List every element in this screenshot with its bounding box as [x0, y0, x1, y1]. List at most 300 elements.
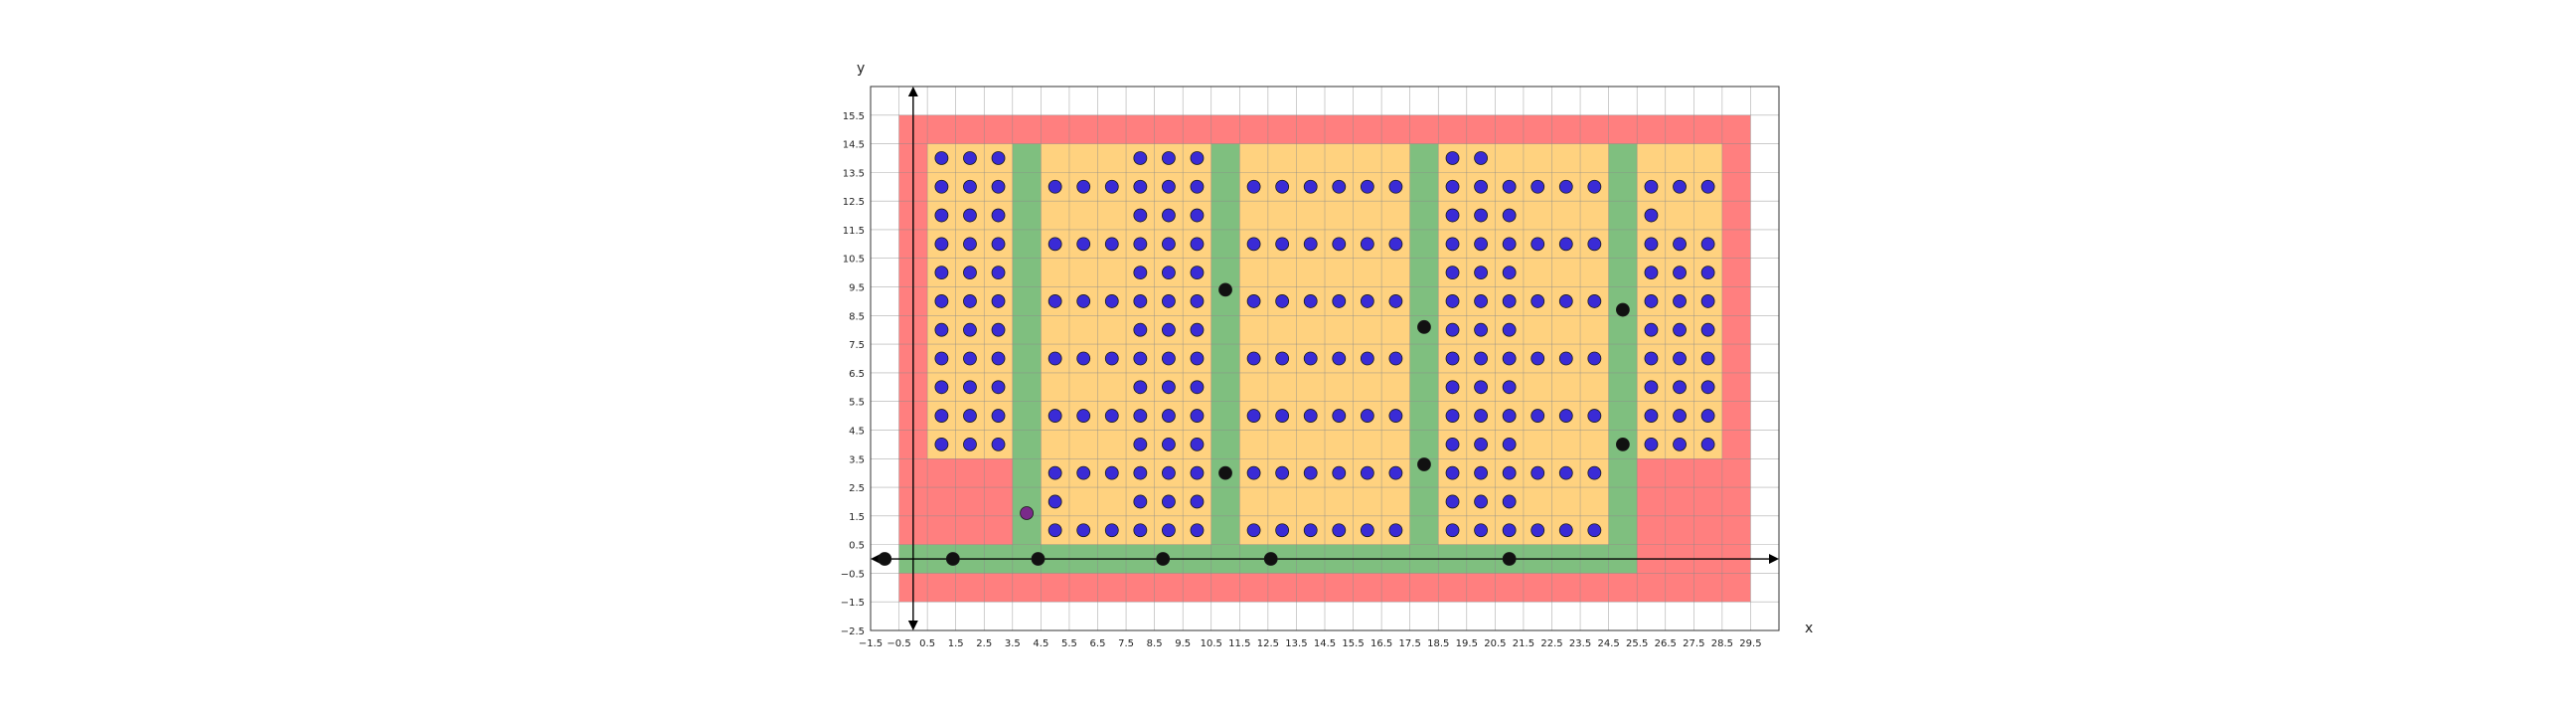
blue-point-marker — [1077, 238, 1090, 251]
blue-point-marker — [992, 294, 1005, 307]
blue-point-marker — [1191, 238, 1204, 251]
x-tick-label: 14.5 — [1313, 638, 1337, 649]
blue-point-marker — [1077, 410, 1090, 423]
blue-point-marker — [1361, 466, 1373, 479]
blue-point-marker — [1559, 238, 1572, 251]
blue-point-marker — [1475, 466, 1488, 479]
blue-point-marker — [1446, 294, 1459, 307]
y-tick-label: 6.5 — [849, 368, 865, 380]
blue-point-marker — [1588, 180, 1601, 193]
blue-point-marker — [1389, 352, 1402, 365]
blue-point-marker — [1701, 180, 1714, 193]
x-tick-label: 21.5 — [1512, 638, 1535, 649]
blue-point-marker — [1389, 466, 1402, 479]
x-tick-label: 20.5 — [1484, 638, 1507, 649]
x-tick-label: 10.5 — [1200, 638, 1222, 649]
blue-point-marker — [935, 438, 948, 450]
blue-point-marker — [1134, 180, 1147, 193]
y-tick-label: 13.5 — [842, 168, 865, 180]
blue-point-marker — [1503, 410, 1516, 423]
black-point-marker — [946, 553, 959, 566]
purple-point-marker — [1021, 506, 1034, 519]
blue-point-marker — [1446, 466, 1459, 479]
blue-point-marker — [1333, 466, 1346, 479]
blue-point-marker — [1077, 294, 1090, 307]
blue-point-marker — [1503, 352, 1516, 365]
blue-point-marker — [1531, 466, 1544, 479]
blue-point-marker — [992, 381, 1005, 394]
x-tick-label: 24.5 — [1597, 638, 1620, 649]
y-tick-label: 4.5 — [849, 426, 865, 438]
black-point-marker — [1157, 553, 1170, 566]
blue-point-marker — [1191, 466, 1204, 479]
blue-point-marker — [963, 180, 976, 193]
blue-point-marker — [1247, 180, 1260, 193]
blue-point-marker — [1247, 466, 1260, 479]
blue-point-marker — [935, 209, 948, 222]
blue-point-marker — [1559, 466, 1572, 479]
blue-point-marker — [963, 352, 976, 365]
blue-point-marker — [1247, 524, 1260, 537]
blue-point-marker — [1247, 238, 1260, 251]
y-tick-labels — [841, 111, 865, 637]
blue-point-marker — [935, 352, 948, 365]
blue-point-marker — [1247, 294, 1260, 307]
y-tick-label: 14.5 — [842, 139, 865, 151]
blue-point-marker — [1333, 352, 1346, 365]
blue-point-marker — [1134, 466, 1147, 479]
blue-point-marker — [1162, 238, 1175, 251]
blue-point-marker — [1645, 267, 1658, 279]
blue-point-marker — [1475, 524, 1488, 537]
blue-point-marker — [1503, 466, 1516, 479]
blue-point-marker — [1674, 323, 1687, 336]
blue-point-marker — [1247, 352, 1260, 365]
blue-point-marker — [1389, 410, 1402, 423]
blue-point-marker — [1191, 524, 1204, 537]
blue-point-marker — [992, 267, 1005, 279]
blue-point-marker — [1588, 524, 1601, 537]
blue-point-marker — [1333, 524, 1346, 537]
blue-point-marker — [1304, 238, 1317, 251]
blue-point-marker — [1105, 294, 1118, 307]
blue-point-marker — [1134, 294, 1147, 307]
blue-point-marker — [1162, 381, 1175, 394]
y-tick-label: 15.5 — [842, 110, 865, 122]
blue-point-marker — [1446, 438, 1459, 450]
blue-point-marker — [1503, 238, 1516, 251]
blue-point-marker — [1276, 180, 1289, 193]
x-tick-label: 18.5 — [1427, 638, 1450, 649]
x-tick-label: 26.5 — [1654, 638, 1677, 649]
blue-point-marker — [1361, 352, 1373, 365]
blue-point-marker — [1446, 209, 1459, 222]
x-tick-label: 25.5 — [1626, 638, 1649, 649]
blue-point-marker — [1475, 209, 1488, 222]
blue-point-marker — [1162, 151, 1175, 164]
blue-point-marker — [1475, 410, 1488, 423]
blue-point-marker — [1048, 180, 1061, 193]
blue-point-marker — [1559, 180, 1572, 193]
blue-point-marker — [1304, 466, 1317, 479]
y-tick-label: −1.5 — [840, 598, 865, 610]
x-tick-label: 13.5 — [1285, 638, 1308, 649]
blue-point-marker — [1559, 352, 1572, 365]
blue-point-marker — [1191, 180, 1204, 193]
blue-point-marker — [1105, 180, 1118, 193]
blue-point-marker — [1333, 238, 1346, 251]
blue-point-marker — [1475, 294, 1488, 307]
blue-point-marker — [1674, 180, 1687, 193]
blue-point-marker — [1276, 294, 1289, 307]
black-point-marker — [1503, 553, 1516, 566]
blue-point-marker — [992, 209, 1005, 222]
blue-point-marker — [963, 151, 976, 164]
blue-point-marker — [1645, 438, 1658, 450]
blue-point-marker — [1162, 323, 1175, 336]
x-tick-label: 0.5 — [919, 638, 936, 649]
blue-point-marker — [1674, 238, 1687, 251]
blue-point-marker — [1645, 180, 1658, 193]
x-tick-label: 29.5 — [1739, 638, 1762, 649]
x-tick-label: 6.5 — [1089, 638, 1106, 649]
black-point-marker — [1616, 303, 1629, 316]
blue-point-marker — [1162, 352, 1175, 365]
y-tick-label: 2.5 — [849, 483, 865, 495]
blue-point-marker — [1191, 151, 1204, 164]
blue-point-marker — [1134, 381, 1147, 394]
blue-point-marker — [963, 294, 976, 307]
blue-point-marker — [1559, 524, 1572, 537]
blue-point-marker — [1674, 294, 1687, 307]
y-tick-label: −0.5 — [840, 569, 865, 581]
blue-point-marker — [1446, 151, 1459, 164]
blue-point-marker — [1333, 410, 1346, 423]
blue-point-marker — [1162, 267, 1175, 279]
blue-point-marker — [1645, 238, 1658, 251]
blue-point-marker — [1588, 238, 1601, 251]
y-tick-label: 9.5 — [849, 282, 865, 294]
black-point-marker — [1417, 458, 1430, 471]
x-axis-label: x — [1805, 621, 1814, 636]
blue-point-marker — [1701, 238, 1714, 251]
black-point-marker — [1616, 438, 1629, 450]
blue-point-marker — [935, 238, 948, 251]
x-tick-label: 4.5 — [1033, 638, 1049, 649]
blue-point-marker — [1446, 352, 1459, 365]
blue-point-marker — [1134, 209, 1147, 222]
blue-point-marker — [1503, 524, 1516, 537]
blue-point-marker — [1701, 323, 1714, 336]
blue-point-marker — [1645, 410, 1658, 423]
blue-point-marker — [1475, 438, 1488, 450]
blue-point-marker — [1162, 438, 1175, 450]
blue-point-marker — [1645, 381, 1658, 394]
y-tick-label: 5.5 — [849, 397, 865, 409]
y-axis-arrow-up — [908, 87, 918, 96]
x-tick-label: −0.5 — [886, 638, 911, 649]
blue-point-marker — [1304, 352, 1317, 365]
blue-point-marker — [935, 323, 948, 336]
blue-point-marker — [1389, 180, 1402, 193]
blue-point-marker — [1162, 410, 1175, 423]
blue-point-marker — [1276, 524, 1289, 537]
x-tick-label: 23.5 — [1568, 638, 1592, 649]
blue-point-marker — [1588, 466, 1601, 479]
blue-point-marker — [1475, 180, 1488, 193]
blue-point-marker — [1559, 410, 1572, 423]
blue-point-marker — [963, 209, 976, 222]
blue-point-marker — [963, 381, 976, 394]
blue-point-marker — [1048, 466, 1061, 479]
blue-point-marker — [935, 180, 948, 193]
y-tick-label: 12.5 — [842, 197, 865, 209]
blue-point-marker — [1048, 524, 1061, 537]
blue-point-marker — [1134, 238, 1147, 251]
blue-point-marker — [1503, 180, 1516, 193]
blue-point-marker — [1134, 352, 1147, 365]
blue-point-marker — [992, 438, 1005, 450]
blue-point-marker — [1446, 381, 1459, 394]
blue-point-marker — [1674, 352, 1687, 365]
black-point-marker — [1219, 466, 1232, 479]
blue-point-marker — [1162, 495, 1175, 508]
blue-point-marker — [1077, 524, 1090, 537]
blue-point-marker — [1134, 524, 1147, 537]
black-point-marker — [1219, 283, 1232, 296]
blue-point-marker — [1134, 438, 1147, 450]
blue-point-marker — [1446, 238, 1459, 251]
blue-point-marker — [1191, 209, 1204, 222]
x-tick-label: 19.5 — [1455, 638, 1478, 649]
blue-point-marker — [1531, 352, 1544, 365]
blue-point-marker — [1701, 381, 1714, 394]
blue-point-marker — [1475, 323, 1488, 336]
blue-point-marker — [935, 294, 948, 307]
blue-point-marker — [1674, 438, 1687, 450]
blue-point-marker — [1701, 267, 1714, 279]
blue-point-marker — [1191, 352, 1204, 365]
black-point-marker — [1032, 553, 1045, 566]
blue-point-marker — [963, 323, 976, 336]
blue-point-marker — [992, 352, 1005, 365]
y-tick-label: 1.5 — [849, 511, 865, 523]
blue-point-marker — [992, 410, 1005, 423]
blue-point-marker — [1304, 524, 1317, 537]
blue-point-marker — [1503, 209, 1516, 222]
x-tick-label: 17.5 — [1398, 638, 1421, 649]
blue-point-marker — [1134, 267, 1147, 279]
blue-point-marker — [1304, 294, 1317, 307]
black-point-marker — [1264, 553, 1277, 566]
blue-point-marker — [1701, 352, 1714, 365]
blue-point-marker — [1162, 294, 1175, 307]
blue-point-marker — [1276, 352, 1289, 365]
blue-point-marker — [1446, 410, 1459, 423]
x-tick-label: 11.5 — [1228, 638, 1251, 649]
blue-point-marker — [1503, 381, 1516, 394]
x-axis-arrow-right — [1769, 554, 1779, 564]
blue-point-marker — [1361, 180, 1373, 193]
blue-point-marker — [1674, 381, 1687, 394]
blue-point-marker — [1701, 294, 1714, 307]
x-tick-label: 3.5 — [1004, 638, 1021, 649]
blue-point-marker — [1531, 524, 1544, 537]
blue-point-marker — [1105, 524, 1118, 537]
blue-point-marker — [1134, 151, 1147, 164]
blue-point-marker — [1588, 294, 1601, 307]
blue-point-marker — [1191, 381, 1204, 394]
blue-point-marker — [1276, 238, 1289, 251]
blue-point-marker — [1531, 238, 1544, 251]
blue-point-marker — [1276, 466, 1289, 479]
blue-point-marker — [1446, 180, 1459, 193]
black-point-marker — [879, 553, 891, 566]
blue-point-marker — [1162, 524, 1175, 537]
blue-point-marker — [992, 323, 1005, 336]
blue-point-marker — [1077, 466, 1090, 479]
blue-point-marker — [1162, 180, 1175, 193]
blue-point-marker — [1361, 410, 1373, 423]
blue-point-marker — [935, 410, 948, 423]
blue-point-marker — [935, 381, 948, 394]
blue-point-marker — [1191, 267, 1204, 279]
x-tick-label: 2.5 — [976, 638, 993, 649]
blue-point-marker — [1701, 410, 1714, 423]
blue-point-marker — [963, 410, 976, 423]
blue-point-marker — [1191, 438, 1204, 450]
blue-point-marker — [1304, 180, 1317, 193]
blue-point-marker — [1162, 466, 1175, 479]
blue-point-marker — [1503, 323, 1516, 336]
y-tick-label: 0.5 — [849, 540, 865, 552]
x-tick-label: 16.5 — [1369, 638, 1393, 649]
x-tick-labels — [859, 638, 1762, 649]
blue-point-marker — [1503, 294, 1516, 307]
blue-point-marker — [1048, 238, 1061, 251]
x-tick-label: 28.5 — [1710, 638, 1734, 649]
blue-point-marker — [1191, 294, 1204, 307]
blue-point-marker — [1645, 294, 1658, 307]
blue-point-marker — [1276, 410, 1289, 423]
x-tick-label: 27.5 — [1683, 638, 1705, 649]
blue-point-marker — [1475, 381, 1488, 394]
x-tick-label: 5.5 — [1060, 638, 1077, 649]
blue-point-marker — [963, 438, 976, 450]
blue-point-marker — [1048, 352, 1061, 365]
blue-point-marker — [1304, 410, 1317, 423]
blue-point-marker — [1645, 323, 1658, 336]
y-axis-label: y — [857, 61, 866, 77]
blue-point-marker — [1333, 180, 1346, 193]
blue-point-marker — [1361, 238, 1373, 251]
blue-point-marker — [1247, 410, 1260, 423]
blue-point-marker — [992, 151, 1005, 164]
blue-point-marker — [1559, 294, 1572, 307]
blue-point-marker — [1674, 267, 1687, 279]
blue-point-marker — [1048, 294, 1061, 307]
blue-point-marker — [1105, 352, 1118, 365]
x-tick-label: 15.5 — [1342, 638, 1365, 649]
blue-point-marker — [1134, 323, 1147, 336]
blue-point-marker — [1446, 524, 1459, 537]
black-point-marker — [1417, 320, 1430, 333]
blue-point-marker — [1674, 410, 1687, 423]
x-tick-label: 8.5 — [1146, 638, 1163, 649]
x-tick-label: 12.5 — [1256, 638, 1280, 649]
x-tick-label: 7.5 — [1118, 638, 1135, 649]
blue-point-marker — [935, 151, 948, 164]
blue-point-marker — [1134, 410, 1147, 423]
y-tick-label: 10.5 — [842, 254, 865, 266]
blue-point-marker — [1077, 352, 1090, 365]
blue-point-marker — [1048, 495, 1061, 508]
blue-point-marker — [963, 267, 976, 279]
blue-point-marker — [1389, 294, 1402, 307]
y-tick-label: −2.5 — [840, 626, 865, 637]
x-tick-label: 22.5 — [1540, 638, 1563, 649]
blue-point-marker — [1475, 352, 1488, 365]
blue-point-marker — [1503, 438, 1516, 450]
blue-point-marker — [1105, 466, 1118, 479]
y-tick-label: 8.5 — [849, 311, 865, 323]
blue-point-marker — [1701, 438, 1714, 450]
blue-point-marker — [1191, 495, 1204, 508]
blue-point-marker — [1503, 495, 1516, 508]
y-tick-label: 3.5 — [849, 454, 865, 466]
blue-point-marker — [1105, 410, 1118, 423]
blue-point-marker — [1162, 209, 1175, 222]
blue-point-marker — [992, 180, 1005, 193]
blue-point-marker — [1475, 267, 1488, 279]
y-tick-label: 11.5 — [842, 225, 865, 237]
blue-point-marker — [1503, 267, 1516, 279]
y-tick-label: 7.5 — [849, 340, 865, 352]
blue-point-marker — [1134, 495, 1147, 508]
y-axis-arrow-down — [908, 621, 918, 630]
blue-point-marker — [1105, 238, 1118, 251]
blue-point-marker — [1048, 410, 1061, 423]
blue-point-marker — [1645, 209, 1658, 222]
blue-point-marker — [1588, 410, 1601, 423]
blue-point-marker — [1389, 238, 1402, 251]
blue-point-marker — [1475, 238, 1488, 251]
blue-point-marker — [1361, 524, 1373, 537]
blue-point-marker — [1531, 180, 1544, 193]
blue-point-marker — [1191, 323, 1204, 336]
blue-point-marker — [1588, 352, 1601, 365]
blue-point-marker — [1475, 151, 1488, 164]
blue-point-marker — [1389, 524, 1402, 537]
blue-point-marker — [992, 238, 1005, 251]
blue-point-marker — [1645, 352, 1658, 365]
blue-point-marker — [1446, 495, 1459, 508]
blue-point-marker — [1191, 410, 1204, 423]
blue-point-marker — [1446, 323, 1459, 336]
blue-point-marker — [1446, 267, 1459, 279]
x-tick-label: 1.5 — [947, 638, 964, 649]
blue-point-marker — [935, 267, 948, 279]
blue-point-marker — [963, 238, 976, 251]
blue-point-marker — [1077, 180, 1090, 193]
x-tick-label: −1.5 — [858, 638, 884, 649]
x-tick-label: 9.5 — [1175, 638, 1192, 649]
blue-point-marker — [1361, 294, 1373, 307]
blue-point-marker — [1531, 410, 1544, 423]
blue-point-marker — [1531, 294, 1544, 307]
blue-point-marker — [1475, 495, 1488, 508]
blue-point-marker — [1333, 294, 1346, 307]
